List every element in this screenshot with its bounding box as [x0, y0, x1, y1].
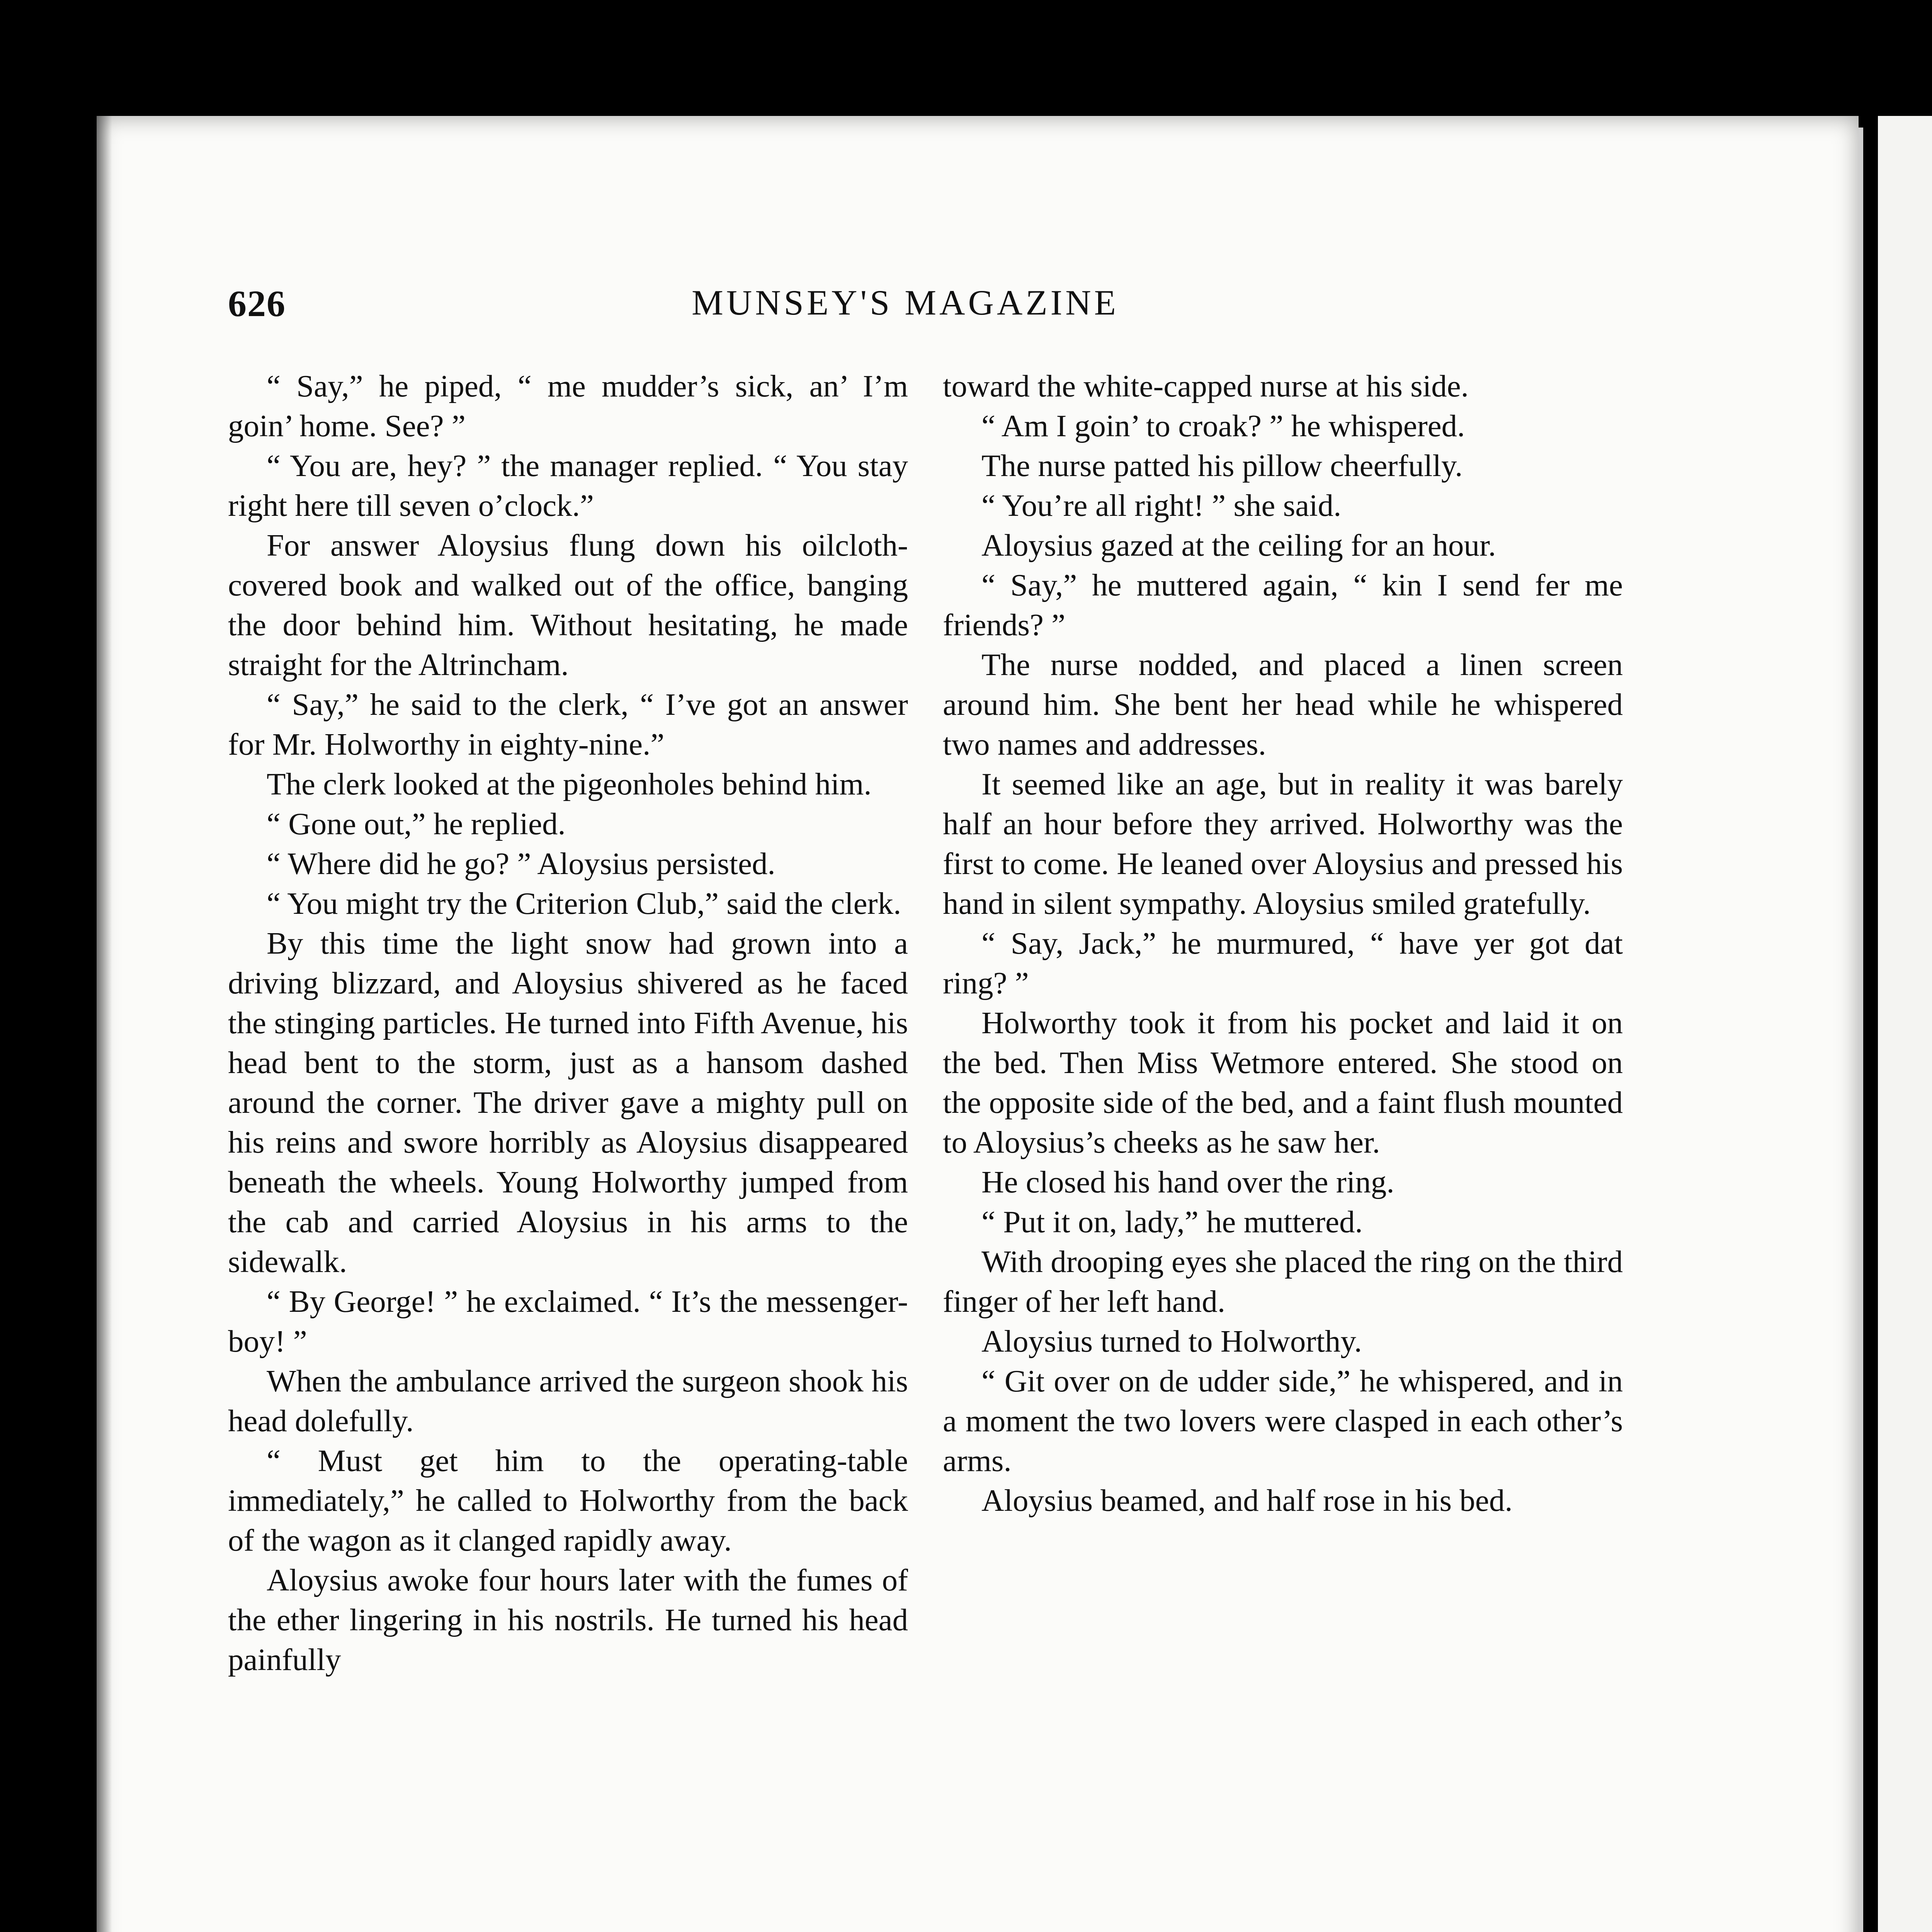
paragraph: “ You are, hey? ” the manager replied. “ You stay right here till seven o’clock.” — [228, 448, 908, 523]
paragraph: “ You’re all right! ” she said. — [981, 488, 1342, 523]
paragraph: With drooping eyes she placed the ring on the third finger of her left hand. — [943, 1244, 1623, 1319]
paragraph: “ Say,” he muttered again, “ kin I send fer me friends? ” — [943, 568, 1623, 642]
paragraph: Aloysius turned to Holworthy. — [981, 1324, 1362, 1359]
paragraph: It seemed like an age, but in reality it was barely half an hour before they arrived. Holworthy was the first to come. He leaned over Aloysius and pressed his hand in silent sympathy. Aloysius smiled gratefully. — [943, 767, 1623, 921]
paragraph: He closed his hand over the ring. — [981, 1165, 1395, 1199]
paragraph: “ Must get him to the operating-table immediately,” he called to Holworthy from the back of the wagon as it clanged rapidly away. — [228, 1443, 908, 1558]
spine-shadow — [97, 116, 112, 1932]
paragraph: The nurse patted his pillow cheerfully. — [981, 448, 1463, 483]
paragraph: The clerk looked at the pigeonholes behind him. — [267, 767, 872, 801]
paragraph-continued: toward the white-capped nurse at his side. — [943, 369, 1469, 403]
running-head: MUNSEY'S MAGAZINE — [692, 283, 1119, 322]
story-right-column — [943, 366, 1623, 1520]
paragraph: “ Git over on de udder side,” he whispered, and in a moment the two lovers were clasped in each other’s arms. — [943, 1364, 1623, 1478]
page-number: 626 — [228, 283, 286, 324]
paragraph: “ Put it on, lady,” he muttered. — [981, 1204, 1363, 1239]
paragraph: For answer Aloysius flung down his oilcloth-covered book and walked out of the office, banging the door behind him. Without hesitating, he made straight for the Altrincham. — [228, 528, 908, 682]
paragraph: “ Say, Jack,” he murmured, “ have yer got dat ring? ” — [943, 926, 1623, 1000]
paragraph: “ Am I goin’ to croak? ” he whispered. — [981, 408, 1465, 443]
paragraph: By this time the light snow had grown into a driving blizzard, and Aloysius shivered as he faced the stinging particles. He turned into Fifth Avenue, his head bent to the storm, just as a hansom dashed around the corner. The driver gave a mighty pull on his reins and swore horribly as Aloysius disappeared beneath the wheels. Young Holworthy jumped from the cab and carried Aloysius in his arms to the sidewalk. — [228, 926, 908, 1279]
paragraph: “ You might try the Criterion Club,” said the clerk. — [267, 886, 901, 921]
paragraph: “ Say,” he said to the clerk, “ I’ve got an answer for Mr. Holworthy in eighty-nine.” — [228, 687, 908, 762]
story-left-column — [228, 366, 908, 1680]
page-header — [228, 282, 1619, 328]
paragraph: “ Where did he go? ” Aloysius persisted. — [267, 846, 776, 881]
paragraph: “ Gone out,” he replied. — [267, 806, 566, 841]
paragraph: Aloysius awoke four hours later with the fumes of the ether lingering in his nostrils. He turned his head painfully — [228, 1563, 908, 1677]
paragraph: Aloysius beamed, and half rose in his bed. — [981, 1483, 1513, 1518]
paragraph: Holworthy took it from his pocket and laid it on the bed. Then Miss Wetmore entered. She stood on the opposite side of the bed, and a faint flush mounted to Aloysius’s cheeks as he saw her. — [943, 1005, 1623, 1160]
page-edge — [1859, 128, 1863, 1932]
paragraph: The nurse nodded, and placed a linen screen around him. She bent her head while he whispered two names and addresses. — [943, 647, 1623, 762]
paragraph: When the ambulance arrived the surgeon shook his head dolefully. — [228, 1364, 908, 1438]
paragraph: “ Say,” he piped, “ me mudder’s sick, an’ I’m goin’ home. See? ” — [228, 369, 908, 443]
adjacent-page-edge — [1878, 116, 1932, 1932]
paragraph: “ By George! ” he exclaimed. “ It’s the messenger-boy! ” — [228, 1284, 908, 1359]
paragraph: Aloysius gazed at the ceiling for an hour. — [981, 528, 1496, 563]
